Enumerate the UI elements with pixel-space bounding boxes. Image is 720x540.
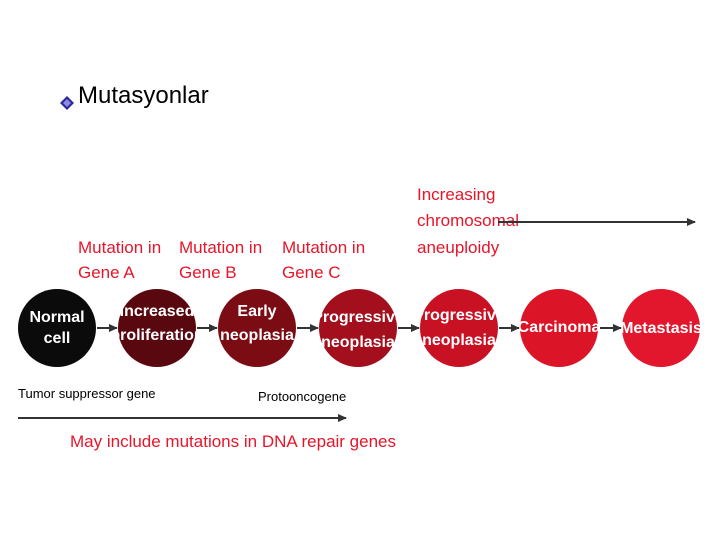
stage-progressive-neoplasia-2 (413, 289, 505, 367)
svg-text:Increasing: Increasing (417, 185, 496, 204)
svg-text:aneuploidy: aneuploidy (417, 238, 500, 257)
mutation-gene-b-label (179, 238, 262, 282)
stage-circle (18, 289, 96, 367)
dna-repair-label: May include mutations in DNA repair genes (70, 432, 396, 451)
stage-early-neoplasia (218, 289, 296, 367)
stage-increased-proliferation (110, 289, 203, 367)
svg-text:Gene A: Gene A (78, 263, 135, 282)
svg-text:Mutation in: Mutation in (282, 238, 366, 257)
svg-text:neoplasia: neoplasia (220, 327, 294, 344)
svg-text:Normal: Normal (29, 309, 85, 326)
svg-text:chromosomal: chromosomal (417, 211, 520, 230)
tumor-suppressor-label: Tumor suppressor gene (18, 386, 156, 401)
stage-normal-cell (18, 289, 96, 367)
title-text: Mutasyonlar (78, 82, 209, 109)
svg-text:Mutation in: Mutation in (179, 238, 263, 257)
mutation-gene-a-label (78, 238, 161, 282)
stage-progressive-neoplasia-1 (312, 289, 404, 367)
stage-carcinoma (518, 289, 601, 367)
svg-text:Progressive: Progressive (413, 307, 505, 324)
svg-text:Metastasis: Metastasis (620, 320, 702, 337)
stage-metastasis (620, 289, 702, 367)
stage-circle (319, 289, 397, 367)
svg-text:neoplasia: neoplasia (422, 332, 496, 349)
svg-text:Mutation in: Mutation in (78, 238, 162, 257)
svg-text:Carcinoma: Carcinoma (517, 319, 601, 336)
svg-text:proliferation: proliferation (110, 327, 204, 344)
svg-text:cell: cell (43, 330, 71, 347)
svg-text:Gene C: Gene C (282, 263, 341, 282)
svg-text:Early: Early (237, 303, 277, 320)
svg-text:Progressive: Progressive (312, 309, 404, 326)
svg-text:Gene B: Gene B (179, 263, 237, 282)
svg-text:Increased: Increased (119, 303, 195, 320)
mutation-gene-c-label (282, 238, 365, 282)
protooncogene-label: Protooncogene (258, 389, 347, 404)
stage-circle (420, 289, 498, 367)
svg-text:neoplasia: neoplasia (321, 334, 395, 351)
